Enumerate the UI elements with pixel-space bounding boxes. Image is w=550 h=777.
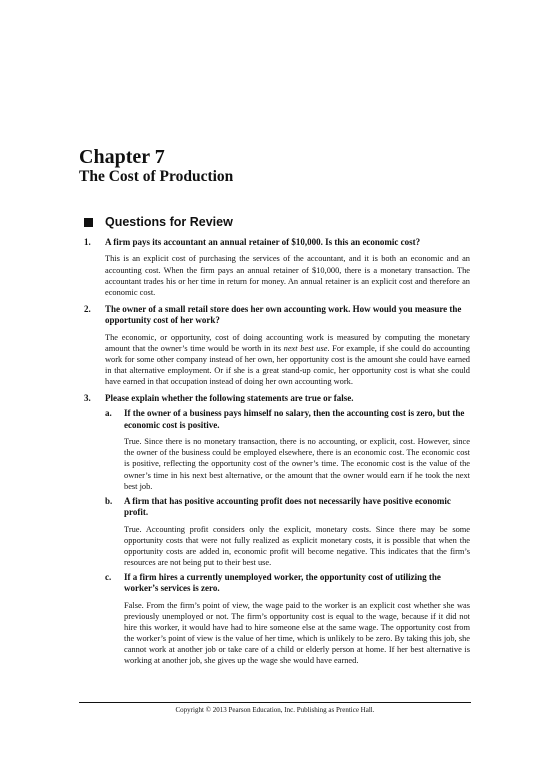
sub-question-text: A firm that has positive accounting profit does not necessarily have positive economic profit. xyxy=(124,495,451,518)
sub-question-letter: c. xyxy=(105,571,112,582)
question-item xyxy=(84,393,470,666)
section-heading xyxy=(84,215,233,229)
footer-copyright: Copyright © 2013 Pearson Education, Inc. Publishing as Prentice Hall. xyxy=(175,706,375,714)
sub-answer-text: True. Accounting profit considers only the explicit, monetary costs. Since there may be some opportunity costs that were not fully realized as explicit monetary costs, it is possible that when the opportunity costs are added in, economic profit will become negative. This indicates that the firm’s resources are not being put to their best use. xyxy=(124,524,470,567)
sub-question-item xyxy=(105,408,470,491)
sub-question-text: If the owner of a business pays himself no salary, then the accounting cost is zero, but the economic cost is positive. xyxy=(124,408,465,430)
footer-divider xyxy=(79,702,471,703)
sub-question-letter: b. xyxy=(105,495,113,506)
sub-question-letter: a. xyxy=(105,408,112,419)
section-title: Questions for Review xyxy=(105,215,233,229)
answer-text: This is an explicit cost of purchasing the services of the accountant, and it is both an economic and an accounting cost. When the firm pays an annual retainer of $10,000, there is a monetary transaction. The accountant trades his or her time in return for money. An annual retainer is an explicit cost and therefore an economic cost. xyxy=(105,254,470,297)
sub-answer-text: False. From the firm’s point of view, the wage paid to the worker is an explicit cost whether she was previously unemployed or not. The firm’s opportunity cost is equal to the wage, because if it did not hire this worker, it would have had to hire someone else at the same wage. The opportunity cost from the worker’s point of view is the value of her time, which is unlikely to be zero. By taking this job, she cannot work at another job or take care of a child or elderly person at home. If her best alternative is working at another job, she gives up the wage she would have earned. xyxy=(124,600,470,666)
answer-text-part: The economic, or opportunity, cost of doing accounting work is measured by computing the monetary amount that the owner’s time would be worth in its xyxy=(105,332,470,353)
chapter-title: Chapter 7 xyxy=(79,146,165,168)
answer-emphasis: next best use xyxy=(283,343,328,353)
sub-answer-text: True. Since there is no monetary transaction, there is no accounting, or explicit, cost. However, since the owner of the business could be employed elsewhere, there is an economic cost. The economic cost is positive, reflecting the opportunity cost of the owner’s time. The economic cost is the value of the owner’s time in his next best alternative, or the amount that the owner would earn if he took the next best job. xyxy=(124,437,470,491)
question-text: Please explain whether the following statements are true or false. xyxy=(105,393,354,404)
answer-text xyxy=(105,332,470,387)
question-text: The owner of a small retail store does her own accounting work. How would you measure the opportunity cost of her work? xyxy=(105,303,462,326)
sub-question-text: If a firm hires a currently unemployed worker, the opportunity cost of utilizing the worker’s services is zero. xyxy=(124,571,441,594)
question-item xyxy=(84,304,470,387)
square-bullet-icon xyxy=(84,218,93,227)
sub-question-item xyxy=(105,496,470,568)
question-number: 1. xyxy=(84,237,91,247)
questions-list xyxy=(84,237,470,672)
question-number: 3. xyxy=(84,393,91,404)
chapter-subtitle: The Cost of Production xyxy=(79,168,234,185)
question-item xyxy=(84,237,470,298)
question-number: 2. xyxy=(84,303,91,314)
sub-question-item xyxy=(105,572,470,666)
answer-text-part: . For example, if she could do accounting work for some other company instead of her own, her opportunity cost is the amount she could have earned in that alternative employment. Or if she is a great stand-up comic, her opportunity cost is what she could have earned in that occupation instead of doing her own accounting work. xyxy=(105,343,470,386)
question-text: A firm pays its accountant an annual retainer of $10,000. Is this an economic cost? xyxy=(105,237,421,247)
